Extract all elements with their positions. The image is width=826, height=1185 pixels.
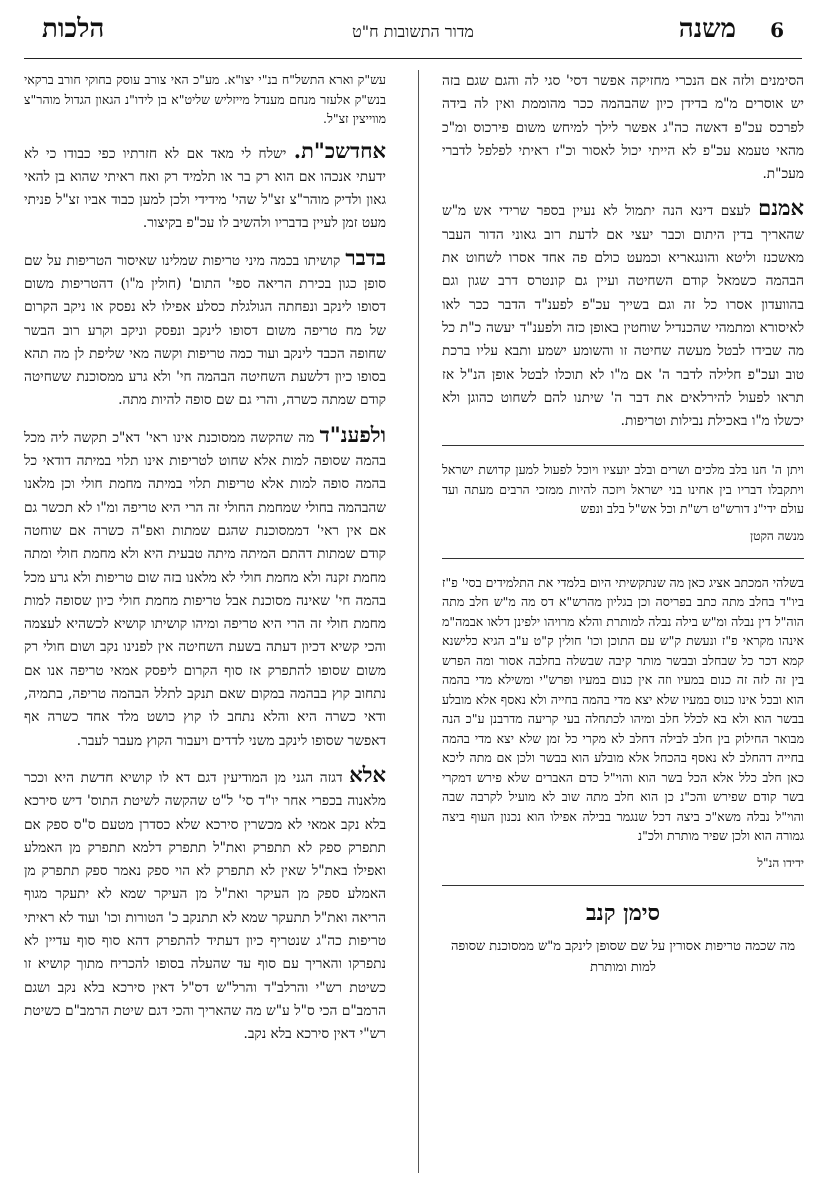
paragraph-text: קושיתו בכמה מיני טריפות שמלינו שאיסור הטריפות על שם סופן כגון בכירת הריאה ספי' התום' (חולין מ"ו) דהטריפות משום דסופו לינקב ונפחתה הגולגלת כסלע אפילו לא נפסק או ניקב הקרום של מח טריפה משום דסופו לינקב ונפסק וניקב וקרע רוב הבשר שחופה הכבד לינקב ועוד כמה טריפות וקשה מאי שליפת לן מה תהא בסופו כיון דלשעת השחיטה הבהמה חי' ולא גרע ממסוכנת ששחיטה קודם שמתה כשרה, והרי גם שם סופה להיות מתה. <box>24 252 386 409</box>
separator <box>442 558 804 559</box>
separator <box>442 445 804 446</box>
letter-intro: עש"ק וארא התשל"ח בנ"י יצו"א. מע"כ האי צורב עוסק בחוקי חורב ברקאי בנש"ק אלעזר מנחם מענדל מייזליש שליט"א בן לידו"נ הגאון הגדול מוהר"צ מווייצין זצ"ל. <box>24 72 386 126</box>
header-title-mishna: משנה <box>678 14 736 44</box>
paragraph-further <box>24 763 386 1047</box>
lead-word: אלא <box>349 761 386 787</box>
paragraph-amnam <box>442 196 804 433</box>
lead-word: ולפענ"ד <box>319 421 386 447</box>
paragraph-text: ישלח לי מאד אם לא חזרתיו כפי כבודו כי לא ידעתי אנכהו אם הוא רק בר או תלמיד רק ואח ראיתי שהוא בן להאי גאון ולדיק מוהר"צ זצ"ל שהי' מידידי ולכן למען כבוד אביו זצ"ל פניתי מעט זמן לעיין בדבריו ולהשיב לו עכ"פ בקיצור. <box>24 145 386 232</box>
paragraph-text: דגזה הגני מן המודיעין דגם דא לו קושיא חדשת היא וככר מלאנוה בכפרי אחר יו"ד סי' ל"ט שהקשה לשיטת התוס' דיש סירכא בלא נקב אמאי לא מכשרין סירכא שלא כסדרן מטעם ס"ס ספק אם תתפרק ספק לא תתפרק ואת"ל תתפרק דלמא תתפרק מן האמלע ואפילו באת"ל שאין לא תתפרק לא הוי ספק נאמר ספק תתפרק מן האמלע ספק מן העיקר ואת"ל מן העיקר שמא לא יתעקר מגוף הריאה ואת"ל תתעקר שמא לא תתנקב כ' הטורות וכו' ועוד לא ראיתי טריפות כה"ג שנטריף כיון דעתיד להתפרק דהא סוף סוף עדיין לא נתפרקו והאריך עם סוף עד שהעלה בסופו להכריח מתוך קושיא זו כשיטת רש"י והרלב"ד והרל"ש דס"ל דאין סירכא בלא נקב ושגם הרמב"ם הכי ס"ל ע"ש מה שהאריך והכי דגם שיטת הרמב"ם כשיטת רש"י דאין סירכא בלא נקב. <box>24 769 386 1043</box>
page-number: 6 <box>770 18 784 42</box>
paragraph-greeting <box>24 139 386 236</box>
paragraph-question <box>24 246 386 413</box>
paragraph-answer <box>24 423 386 753</box>
siman-subtitle: מה שכמה טריפות אסורין על שם שסופן לינקב מ"ש ממסוכנת שסופה למות ומותרת <box>450 938 796 975</box>
siman-title: סימן קנב <box>585 899 661 926</box>
column-divider <box>418 70 419 1173</box>
separator <box>442 885 804 886</box>
lead-word: אמנם <box>758 195 804 221</box>
header-section: מדור התשובות ח"ט <box>352 22 474 41</box>
paragraph-blessing: ויתן ה' חנו בלב מלכים ושרים ובלב יועציו ויוכל לפעול למען קדושת ישראל ויתקבלו דבריו בין אחינו בני ישראל ויזכה להיות ממזכי הרבים מעתה ועד עולם ידי"נ דורש"ט רש"ת וכל אש"ל בלב ונפש <box>442 462 804 517</box>
signature: מנשה הקטן <box>750 528 804 543</box>
header-title-halachos: הלכות <box>42 14 105 44</box>
lead-word: אחדשכ"ת. <box>293 137 386 163</box>
paragraph-postscript: בשלהי המכתב אציג כאן מה שנתקשיתי היום בלמדי את התלמידים בסי' פ"ז ביו"ד בחלב מתה כתב בפריסה וכן בגליון מהרש"א דס מה מ"ש חלב מתה הוה"ל דין נבלה ומ"ש בילה נבלה למותרת והלא מרויהו ילפינן דלאו אבמה"מ אינהו מקראי פ"ז ונעשת ק"ש עם התוכן וכו' חולין ק"ט ע"ב הגיא כלישנא קמא דכר כל שבחלב ובבשר מותר קיבה שבשלה בחלבה אסור ומה הפרש בין זה לזה זה כנום במעיו וזה אין כנום במעיו ופרש"י ומשילא מדי בהמה הוא ובכל אינו כנוס במעיו שלא יצא מדי בהמה בחייה ולא נאסף אלא מובלע בבשר הוא ולא בא לכלל חלב ומיהו לכתחלה בעי קריעה מדרבנן ע"כ הנה מבואר החילוק בין חלב לבילה דחלב לא מקרי כל זמן שלא יצא מדי בהמה בחייה דהחלב לא נאסף בהכחל אלא מובלע הוא בבשר ולכן אם מתה ליכא כאן חלב כלל אלא הכל בשר הוא והוי"ל כדם האברים שלא פירש דמקרי בשר קודם שפירש והכ"נ כן הוא חלב מתה שוב לא מועיל לקרבה שבה והוי"ל נבלה משא"כ ביצה דכל שנגמר בבילה אפילו הוא נכנון העוף ביצה גמורה הוא ולכן שפיר מותרת ולכ"נ <box>442 574 804 844</box>
paragraph-text: מה שהקשה ממסוכנת אינו ראי' דא"כ תקשה ליה מכל בהמה שסופה למות אלא שחוט לטריפות אינו תלוי במיתה דודאי כל בהמה סופה למות אלא טריפות תלוי במיתה מחמת חולי וכן מלאנו שהבהמה בחולי שמחמת החולי זה הרי היא טריפה ומ"ו לא תכשר גם אם אין ראי' דממסוכנת שהגם שמתות ואפ"ה כשרה אם שוחטה קודם שמתות דהתם המיתה מיתה טבעית היא ולא מחמת חולי ומתה מחמת זקנה ולא מחמת חולי לא מלאנו בזה שום טריפות ולא גרע מכל בהמה חי' שאינה מסוכנת אבל טריפות מחמת חולי כיון שסופה למות מחמת חולי זה הרי היא טריפה ומיהו קושיתו קושיא לכשהיא לעצמה והכי קשיא דכיון דעתה בשעת השחיטה אין לפנינו נקב ושום חולי רק משום שסופו להתפרק אז סוף הקרום ליפסק אמאי טריפה אנו אם נתחוב קוץ בבהמה במקום שאם תנקב לתלל הבהמה טריפה, בתמיה, ודאי כשרה היא והלא נתחב לו קוץ כושט מלד אחד כשרה אף דאפשר שסופו לינקב משני לדדים ויעבור הקוץ מעבר לעבר. <box>24 429 386 749</box>
left-column <box>24 70 386 1056</box>
page-header <box>20 10 806 50</box>
paragraph-text: לעצם דינא הנה יתמול לא נעיין בספר שרידי אש מ"ש שהאריך בדין היתום וכבר יעצי אם לדעת רוב גאוני הדור העבר מאשכנז וליטא והונגאריא וכמעט כולם פה אחד אסרו לשחוט את הבהמה כשמאל קודם השחיטה ועיין גם קונטרס דרב שגון וגם בהוועדון אסרו כל זה וגם בשייך עכ"פ לפענ"ד הדבר ככר לאו לאיסורא ומתמהי שהכנדיל שוחטין באופן כזה ולפענ"ד יעשה כ"ת כל מה שבידו לבטל מעשה שחיטה זו והשומע ישמע ותבא עליו ברכת טוב ועכ"פ חלילה לדבר ה' אם מ"ו לא תוכלו לבטל אופן הנ"ל אז תראו לפעול להירלאים את דבר ה' שיתנו להם לשחוט כהוגן ולא יכשלו מ"ו באכילת נבילות וטריפות. <box>442 203 804 430</box>
header-rule <box>24 58 802 59</box>
signature: ידידו הנ"ל <box>757 855 804 870</box>
right-column <box>442 70 804 978</box>
lead-word: בדבר <box>345 244 386 270</box>
paragraph-intro-right: הסימנים ולזה אם הנכרי מחזיקה אפשר דסי' סגי לה והגם שגם בזה יש אוסרים מ"מ בדידן כיון שהבהמה ככר מהוממת ואין לה בידה לפרכס עכ"פ דאשה כה"ג אפשר לילך למיחש משום פירכוס ומ"כ מהאי טעמא עכ"פ לא הייתי יכול לאסור וכ"ז ראיתי לפלפל לדברי מעכ"ת. <box>442 73 804 183</box>
